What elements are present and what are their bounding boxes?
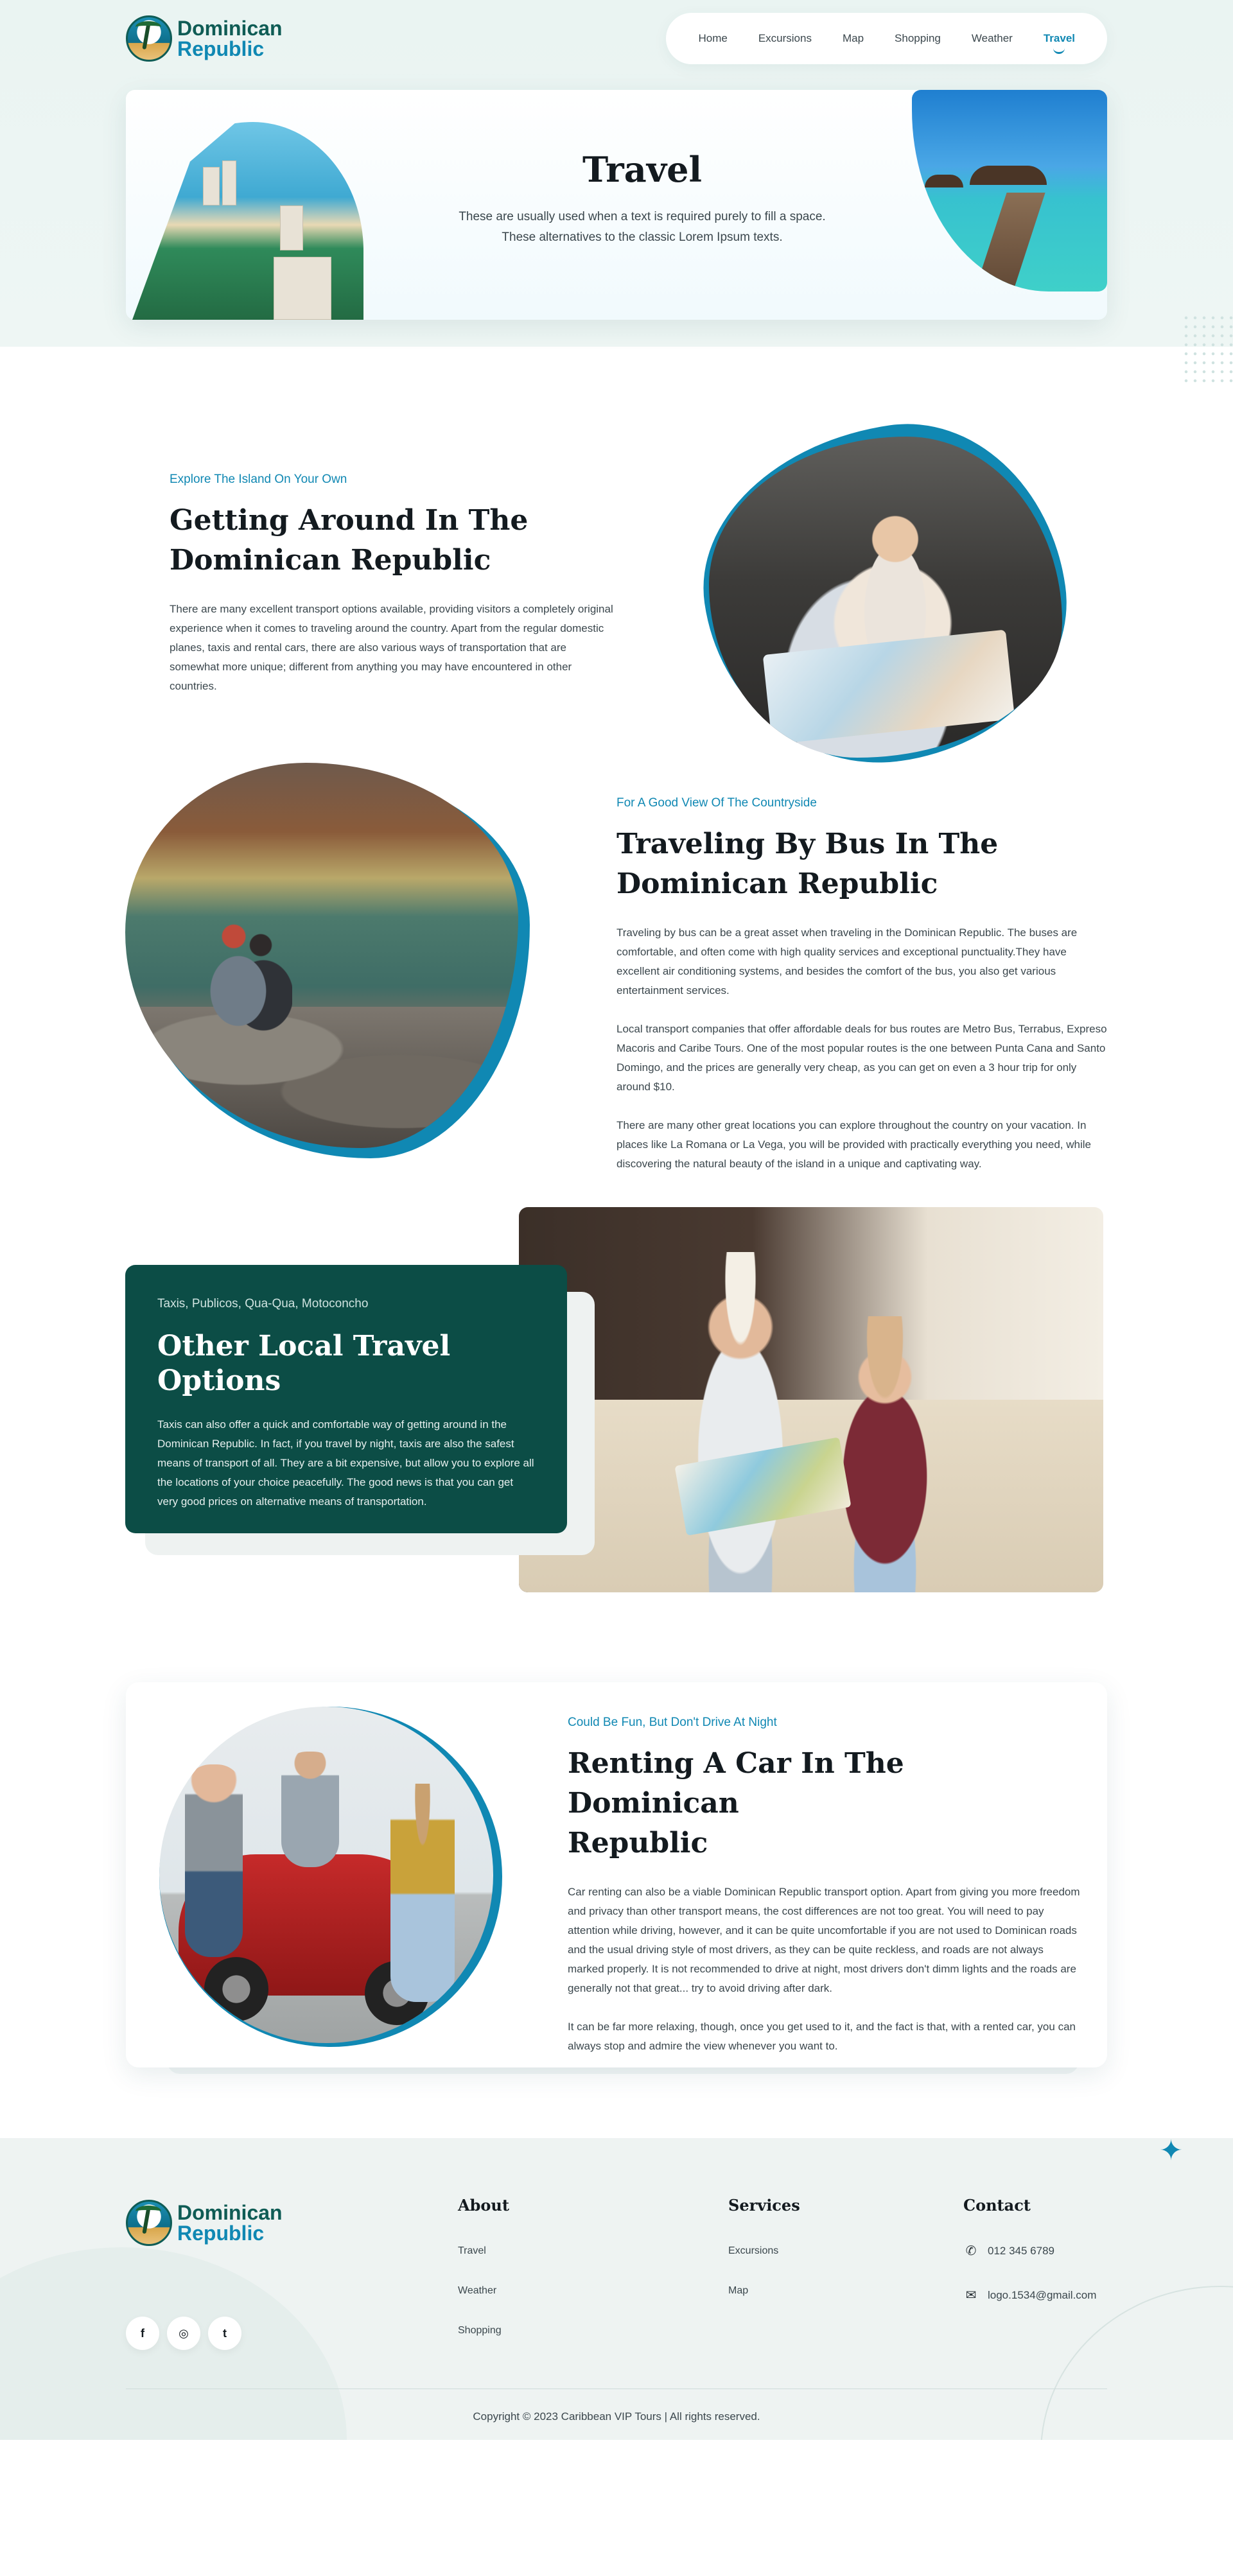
bus-image xyxy=(125,763,530,1158)
car-rental-card xyxy=(126,1682,1107,2067)
phone-icon: ✆ xyxy=(965,2244,977,2258)
hero-coast-image xyxy=(132,122,363,320)
nav-home[interactable]: Home xyxy=(698,32,728,44)
car-rental-heading xyxy=(568,1744,1081,1863)
instagram-icon[interactable]: ◎ xyxy=(167,2317,200,2350)
footer-email[interactable] xyxy=(963,2287,1096,2303)
footer-link-excursions[interactable]: Excursions xyxy=(728,2245,779,2256)
footer-contact-column xyxy=(963,2196,1096,2303)
footer-logo[interactable] xyxy=(126,2200,283,2246)
copyright-text: Copyright © 2023 Caribbean VIP Tours | All rights reserved. xyxy=(473,2410,760,2423)
sparkle-icon: ✦ xyxy=(1159,2138,1183,2166)
bus-paragraph-1: Traveling by bus can be a great asset when traveling in the Dominican Republic. The buses are comfortable, and often come with high quality services and exceptional punctuality.They have excellent air conditioning systems, and besides the comfort of the bus, you also get various entertainment services. xyxy=(616,927,1078,996)
footer-link-weather[interactable]: Weather xyxy=(458,2285,497,2296)
nav-travel[interactable]: Travel xyxy=(1043,32,1075,44)
car-rental-heading-line-2: Republic xyxy=(568,1827,708,1859)
getting-around-text xyxy=(170,473,619,696)
friends-with-red-car-photo xyxy=(159,1707,493,2043)
logo-wordmark xyxy=(177,2202,283,2243)
main-nav xyxy=(666,13,1107,64)
logo-emblem-icon xyxy=(126,15,172,62)
tourists-with-map-photo xyxy=(519,1207,1103,1592)
hero-subtitle-line-1: These are usually used when a text is required purely to fill a space. xyxy=(459,210,826,223)
getting-around-eyebrow: Explore The Island On Your Own xyxy=(170,473,347,486)
footer-services-column xyxy=(728,2196,800,2297)
car-rental-paragraph-2: It can be far more relaxing, though, once you get used to it, and the fact is that, with a rented car, you can always stop and admire the view whenever you want to. xyxy=(568,2021,1076,2052)
social-links xyxy=(126,2317,241,2350)
nav-shopping[interactable]: Shopping xyxy=(895,32,941,44)
getting-around-heading-line-1: Getting Around In The xyxy=(170,504,529,537)
bus-section xyxy=(0,745,1233,1181)
footer-link-travel[interactable]: Travel xyxy=(458,2245,486,2256)
couple-at-lake-photo xyxy=(125,763,518,1148)
site-footer xyxy=(0,2138,1233,2440)
getting-around-heading-line-2: Dominican Republic xyxy=(170,544,491,577)
logo-line-2: Republic xyxy=(177,37,265,60)
footer-contact-title: Contact xyxy=(963,2196,1031,2215)
bus-heading xyxy=(616,824,1108,904)
footer-phone[interactable] xyxy=(963,2243,1096,2259)
car-rental-text xyxy=(568,1716,1081,2056)
footer-link-map[interactable]: Map xyxy=(728,2285,749,2296)
page-title: Travel xyxy=(582,149,702,190)
local-travel-card xyxy=(125,1265,567,1533)
bus-heading-line-2: Dominican Republic xyxy=(616,867,938,900)
car-rental-heading-line-1: Renting A Car In The Dominican xyxy=(568,1747,904,1820)
site-logo[interactable] xyxy=(126,15,283,62)
footer-phone-number: 012 345 6789 xyxy=(988,2244,1054,2257)
local-travel-heading: Other Local Travel Options xyxy=(157,1330,451,1397)
logo-line-1: Dominican xyxy=(177,2201,283,2224)
twitter-icon[interactable]: t xyxy=(208,2317,241,2350)
car-rental-paragraph-1: Car renting can also be a viable Dominican Republic transport option. Apart from giving you more freedom and privacy than other transport means, the cost differences are not too great. You will need to pay attention while driving, however, and it can be quite uncomfortable if you are not used to Dominican roads and the usual driving style of most drivers, as they can be quite reckless, and roads are not always marked properly. It is not recommended to drive at night, most drivers don't dimm lights and the roads are generally not that great... try to avoid driving after dark. xyxy=(568,1886,1080,1994)
local-travel-body: Taxis can also offer a quick and comfortable way of getting around in the Dominican Republic. In fact, if you travel by night, taxis are also the safest means of transport of all. They are a bit expensive, but allow you to explore all the locations of your choice peacefully. The good news is that you can get very good prices on alternative means of transportation. xyxy=(157,1418,534,1508)
footer-about-column xyxy=(458,2196,509,2337)
mail-icon: ✉ xyxy=(965,2288,977,2302)
woman-with-map-in-car-photo xyxy=(709,437,1062,758)
logo-emblem-icon xyxy=(126,2200,172,2246)
getting-around-section xyxy=(0,347,1233,745)
getting-around-heading xyxy=(170,501,619,580)
top-band xyxy=(0,0,1233,347)
bus-heading-line-1: Traveling By Bus In The xyxy=(616,828,999,860)
car-rental-section xyxy=(0,1631,1233,2138)
facebook-icon[interactable]: f xyxy=(126,2317,159,2350)
nav-weather[interactable]: Weather xyxy=(971,32,1013,44)
bus-paragraph-2: Local transport companies that offer affordable deals for bus routes are Metro Bus, Terrabus, Expreso Macoris and Caribe Tours. One of the most popular routes is the one between Punta Cana and Santo Domingo, and the prices are generally very cheap, as you can get on even a 3 hour trip for only around $10. xyxy=(616,1023,1107,1093)
nav-excursions[interactable]: Excursions xyxy=(758,32,812,44)
hero-subtitle-line-2: These alternatives to the classic Lorem Ipsum texts. xyxy=(502,231,783,244)
bus-paragraph-3: There are many other great locations you can explore throughout the country on your vacation. In places like La Romana or La Vega, you will be provided with practically everything you need, while discovering the natural beauty of the island in a unique and captivating way. xyxy=(616,1119,1091,1170)
local-travel-eyebrow: Taxis, Publicos, Qua-Qua, Motoconcho xyxy=(157,1297,369,1310)
logo-wordmark xyxy=(177,18,283,59)
hero-text xyxy=(383,149,902,248)
hero-overwater-bungalow-image xyxy=(912,90,1107,292)
footer-about-title: About xyxy=(458,2196,509,2215)
logo-line-2: Republic xyxy=(177,2222,265,2245)
getting-around-image xyxy=(705,428,1065,761)
getting-around-body: There are many excellent transport options available, providing visitors a completely original experience when it comes to traveling around the country. Apart from the regular domestic planes, taxis and rental cars, there are also various ways of transportation that are somewhat more unique; different from anything you may have encountered in other countries. xyxy=(170,603,613,692)
hero-banner xyxy=(126,90,1107,320)
site-header xyxy=(126,13,1107,64)
local-travel-section xyxy=(0,1181,1233,1631)
bus-text xyxy=(616,796,1108,1174)
car-rental-eyebrow: Could Be Fun, But Don't Drive At Night xyxy=(568,1716,777,1729)
nav-map[interactable]: Map xyxy=(842,32,864,44)
footer-link-shopping[interactable]: Shopping xyxy=(458,2325,502,2336)
footer-email-address: logo.1534@gmail.com xyxy=(988,2288,1097,2301)
bus-eyebrow: For A Good View Of The Countryside xyxy=(616,796,817,810)
footer-services-title: Services xyxy=(728,2196,800,2215)
logo-line-1: Dominican xyxy=(177,17,283,40)
hero-subtitle xyxy=(383,207,902,248)
